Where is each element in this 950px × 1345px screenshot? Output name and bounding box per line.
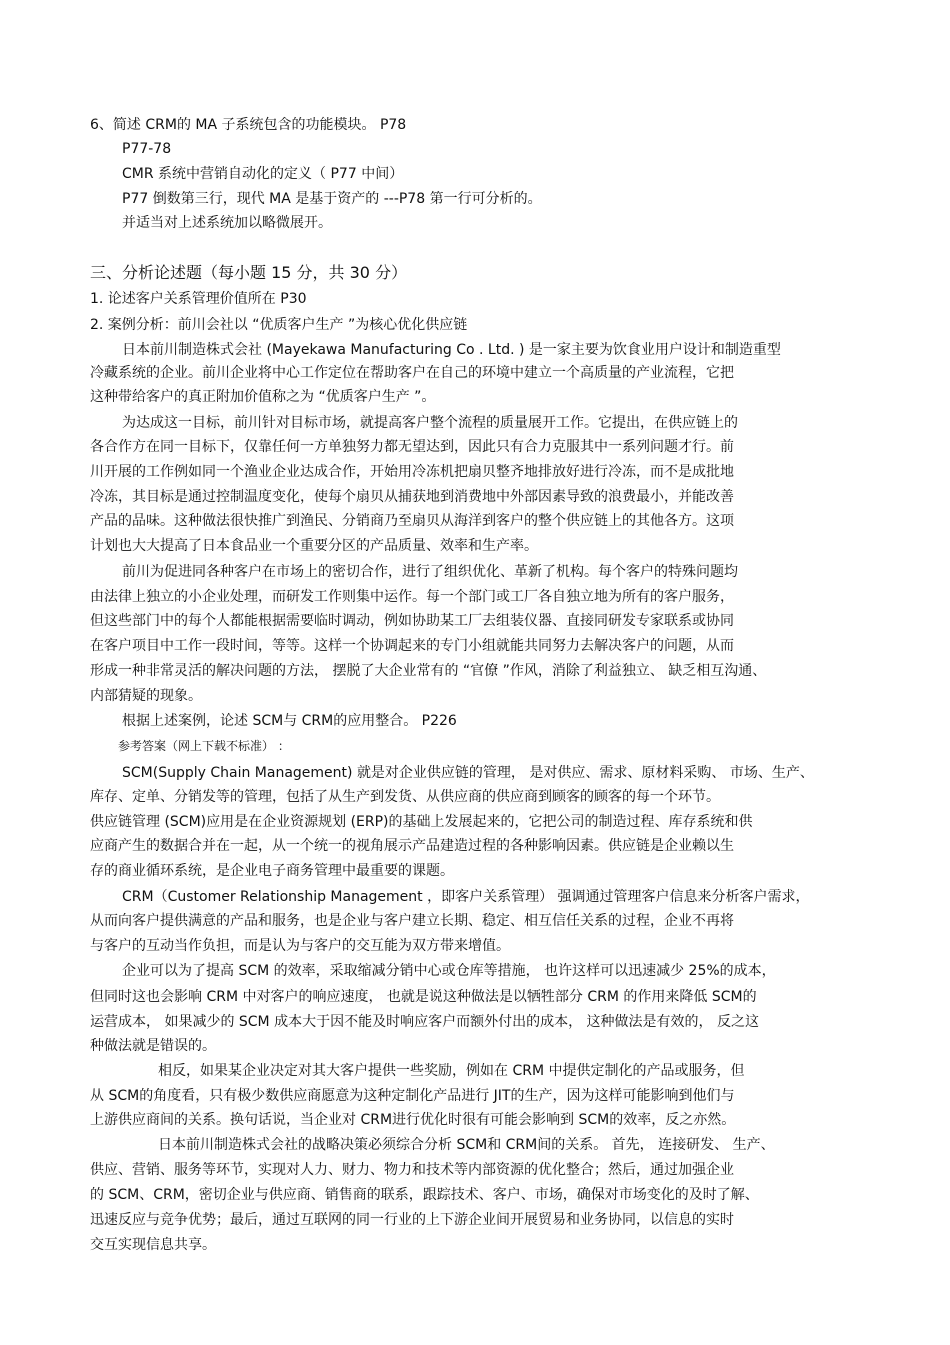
answer-line: 供应、营销、服务等环节，实现对人力、财力、物力和技术等内部资源的优化整合；然后，通过加强企业 xyxy=(90,1162,734,1178)
answer-line: 日本前川制造株式会社的战略决策必须综合分析 SCM和 CRM间的关系。 首先， 连接研发、 生产、 xyxy=(158,1137,775,1153)
answer-line: SCM(Supply Chain Management) 就是对企业供应链的管理， 是对供应、需求、原材料采购、 市场、生产、 xyxy=(122,765,814,781)
case-paragraph-line: 但这些部门中的每个人都能根据需要临时调动，例如协助某工厂去组装仪器、直接同研发专家联系或协同 xyxy=(90,613,734,629)
answer-line: 库存、定单、分销发等的管理，包括了从生产到发货、从供应商的供应商到顾客的顾客的每一个环节。 xyxy=(90,789,720,805)
case-paragraph-line: 冷藏系统的企业。前川企业将中心工作定位在帮助客户在自己的环境中建立一个高质量的产业流程，它把 xyxy=(90,365,734,381)
answer-line: 种做法就是错误的。 xyxy=(90,1038,216,1054)
q6-line: CMR 系统中营销自动化的定义（ P77 中间） xyxy=(122,166,404,182)
case-paragraph-line: 这种带给客户的真正附加价值称之为 “优质客户生产 ”。 xyxy=(90,389,436,405)
case-paragraph-line: 产品的品味。这种做法很快推广到渔民、分销商乃至扇贝从海洋到客户的整个供应链上的其他各方。这项 xyxy=(90,513,734,529)
q6-line: P77 倒数第三行，现代 MA 是基于资产的 ---P78 第一行可分析的。 xyxy=(122,191,542,207)
answer-line: 企业可以为了提高 SCM 的效率，采取缩减分销中心或仓库等措施， 也许这样可以迅速减少 25%的成本， xyxy=(122,963,776,979)
case-paragraph-line: 形成一种非常灵活的解决问题的方法， 摆脱了大企业常有的 “官僚 ”作风，消除了利益独立、 缺乏相互沟通、 xyxy=(90,663,767,679)
case-paragraph-line: 为达成这一目标，前川针对目标市场，就提高客户整个流程的质量展开工作。它提出，在供应链上的 xyxy=(122,415,738,431)
case-paragraph-line: 川开展的工作例如同一个渔业企业达成合作，开始用冷冻机把扇贝整齐地排放好进行冷冻，而不是成批地 xyxy=(90,464,734,480)
section-heading: 三、分析论述题（每小题 15 分，共 30 分） xyxy=(90,263,408,282)
case-paragraph-line: 各合作方在同一目标下，仅靠任何一方单独努力都无望达到，因此只有合力克服其中一系列问题才行。前 xyxy=(90,439,734,455)
question-item: 2. 案例分析：前川会社以 “优质客户生产 ”为核心优化供应链 xyxy=(90,317,468,333)
question-6-title: 6、简述 CRM的 MA 子系统包含的功能模块。 P78 xyxy=(90,117,407,133)
case-paragraph-line: 由法律上独立的小企业处理，而研发工作则集中运作。每一个部门或工厂各自独立地为所有的客户服务， xyxy=(90,589,734,605)
case-paragraph-line: 日本前川制造株式会社 (Mayekawa Manufacturing Co . Ltd. ) 是一家主要为饮食业用户设计和制造重型 xyxy=(122,342,781,358)
answer-line: 但同时这也会影响 CRM 中对客户的响应速度， 也就是说这种做法是以牺牲部分 CRM 的作用来降低 SCM的 xyxy=(90,989,757,1005)
answer-line: 供应链管理 (SCM)应用是在企业资源规划 (ERP)的基础上发展起来的，它把公司的制造过程、库存系统和供 xyxy=(90,814,753,830)
answer-line: 从而向客户提供满意的产品和服务，也是企业与客户建立长期、稳定、相互信任关系的过程，企业不再将 xyxy=(90,913,734,929)
case-paragraph-line: 计划也大大提高了日本食品业一个重要分区的产品质量、效率和生产率。 xyxy=(90,538,538,554)
answer-line: 存的商业循环系统，是企业电子商务管理中最重要的课题。 xyxy=(90,863,454,879)
question-item: 1. 论述客户关系管理价值所在 P30 xyxy=(90,291,307,307)
answer-line: 交互实现信息共享。 xyxy=(90,1237,216,1253)
answer-line: 迅速反应与竞争优势；最后，通过互联网的同一行业的上下游企业间开展贸易和业务协同，以信息的实时 xyxy=(90,1212,734,1228)
answer-line: CRM（Customer Relationship Management ，即客户关系管理） 强调通过管理客户信息来分析客户需求， xyxy=(122,889,810,905)
answer-line: 的 SCM、CRM，密切企业与供应商、销售商的联系，跟踪技术、客户、市场，确保对市场变化的及时了解、 xyxy=(90,1187,759,1203)
case-task: 根据上述案例，论述 SCM与 CRM的应用整合。 P226 xyxy=(122,713,457,729)
answer-line: 运营成本， 如果减少的 SCM 成本大于因不能及时响应客户而额外付出的成本， 这种做法是有效的， 反之这 xyxy=(90,1014,759,1030)
answer-line: 应商产生的数据合并在一起，从一个统一的视角展示产品建造过程的各种影响因素。供应链是企业赖以生 xyxy=(90,838,734,854)
case-paragraph-line: 冷冻，其目标是通过控制温度变化，使每个扇贝从捕获地到消费地中外部因素导致的浪费最小，并能改善 xyxy=(90,489,734,505)
answer-line: 从 SCM的角度看，只有极少数供应商愿意为这种定制化产品进行 JIT的生产，因为这样可能影响到他们与 xyxy=(90,1088,735,1104)
case-paragraph-line: 内部猜疑的现象。 xyxy=(90,688,202,704)
answer-line: 相反，如果某企业决定对其大客户提供一些奖励，例如在 CRM 中提供定制化的产品或服务，但 xyxy=(158,1063,745,1079)
q6-line: P77-78 xyxy=(122,141,172,157)
q6-line: 并适当对上述系统加以略微展开。 xyxy=(122,215,332,231)
case-paragraph-line: 前川为促进同各种客户在市场上的密切合作，进行了组织优化、革新了机构。每个客户的特殊问题均 xyxy=(122,564,738,580)
answer-line: 上游供应商间的关系。换句话说，当企业对 CRM进行优化时很有可能会影响到 SCM的效率，反之亦然。 xyxy=(90,1112,736,1128)
reference-answer-label: 参考答案（网上下载不标准） ： xyxy=(118,739,290,753)
case-paragraph-line: 在客户项目中工作一段时间，等等。这样一个协调起来的专门小组就能共同努力去解决客户的问题，从而 xyxy=(90,638,734,654)
answer-line: 与客户的互动当作负担，而是认为与客户的交互能为双方带来增值。 xyxy=(90,938,510,954)
